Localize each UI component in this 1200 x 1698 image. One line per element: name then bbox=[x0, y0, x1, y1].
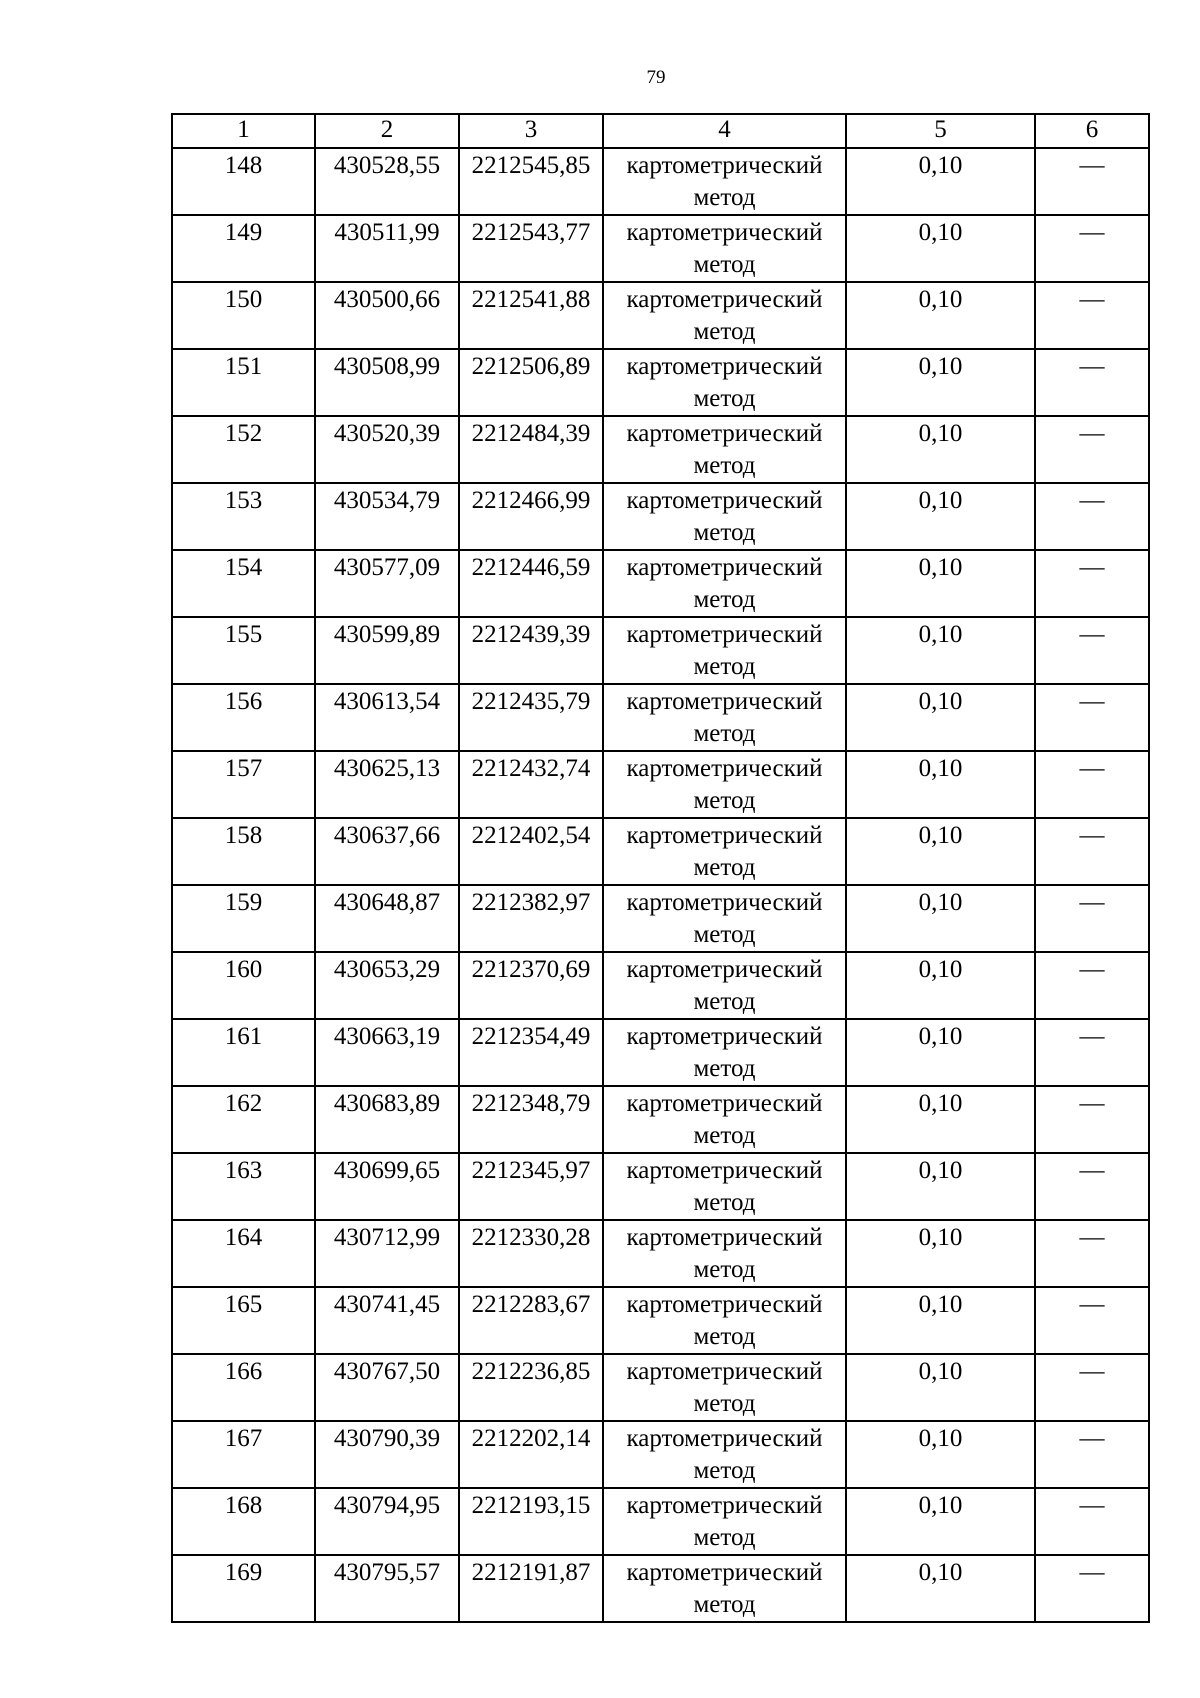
accuracy-cell: 0,10 bbox=[846, 416, 1035, 483]
coordinate-y-cell: 2212484,39 bbox=[459, 416, 603, 483]
accuracy-cell: 0,10 bbox=[846, 282, 1035, 349]
point-number-cell: 154 bbox=[172, 550, 315, 617]
coordinate-x-cell: 430577,09 bbox=[315, 550, 459, 617]
table-row bbox=[172, 751, 1149, 818]
coordinate-y-cell: 2212382,97 bbox=[459, 885, 603, 952]
method-cell: картометрический метод bbox=[603, 282, 846, 349]
note-cell: — bbox=[1035, 416, 1149, 483]
coordinate-y-cell: 2212330,28 bbox=[459, 1220, 603, 1287]
coordinate-x-cell: 430511,99 bbox=[315, 215, 459, 282]
table-row bbox=[172, 1488, 1149, 1555]
accuracy-cell: 0,10 bbox=[846, 617, 1035, 684]
accuracy-cell: 0,10 bbox=[846, 952, 1035, 1019]
table-row bbox=[172, 818, 1149, 885]
point-number-cell: 159 bbox=[172, 885, 315, 952]
method-cell: картометрический метод bbox=[603, 952, 846, 1019]
column-header-1: 1 bbox=[172, 114, 315, 148]
method-cell: картометрический метод bbox=[603, 1220, 846, 1287]
coordinate-y-cell: 2212283,67 bbox=[459, 1287, 603, 1354]
method-cell: картометрический метод bbox=[603, 1488, 846, 1555]
accuracy-cell: 0,10 bbox=[846, 1086, 1035, 1153]
coordinate-y-cell: 2212191,87 bbox=[459, 1555, 603, 1622]
accuracy-cell: 0,10 bbox=[846, 1220, 1035, 1287]
note-cell: — bbox=[1035, 818, 1149, 885]
point-number-cell: 162 bbox=[172, 1086, 315, 1153]
note-cell: — bbox=[1035, 1354, 1149, 1421]
point-number-cell: 165 bbox=[172, 1287, 315, 1354]
point-number-cell: 163 bbox=[172, 1153, 315, 1220]
coordinate-y-cell: 2212541,88 bbox=[459, 282, 603, 349]
point-number-cell: 148 bbox=[172, 148, 315, 215]
method-cell: картометрический метод bbox=[603, 1153, 846, 1220]
table-row bbox=[172, 885, 1149, 952]
coordinate-x-cell: 430741,45 bbox=[315, 1287, 459, 1354]
coordinate-x-cell: 430767,50 bbox=[315, 1354, 459, 1421]
coordinate-y-cell: 2212370,69 bbox=[459, 952, 603, 1019]
coordinate-x-cell: 430795,57 bbox=[315, 1555, 459, 1622]
table-row bbox=[172, 215, 1149, 282]
table-row bbox=[172, 1354, 1149, 1421]
point-number-cell: 150 bbox=[172, 282, 315, 349]
column-header-3: 3 bbox=[459, 114, 603, 148]
note-cell: — bbox=[1035, 483, 1149, 550]
note-cell: — bbox=[1035, 550, 1149, 617]
method-cell: картометрический метод bbox=[603, 1354, 846, 1421]
table-row bbox=[172, 1153, 1149, 1220]
point-number-cell: 151 bbox=[172, 349, 315, 416]
coordinate-y-cell: 2212236,85 bbox=[459, 1354, 603, 1421]
coordinate-x-cell: 430599,89 bbox=[315, 617, 459, 684]
coordinates-table bbox=[171, 113, 1150, 1623]
column-header-6: 6 bbox=[1035, 114, 1149, 148]
coordinate-x-cell: 430794,95 bbox=[315, 1488, 459, 1555]
accuracy-cell: 0,10 bbox=[846, 885, 1035, 952]
point-number-cell: 169 bbox=[172, 1555, 315, 1622]
accuracy-cell: 0,10 bbox=[846, 818, 1035, 885]
note-cell: — bbox=[1035, 1086, 1149, 1153]
note-cell: — bbox=[1035, 1488, 1149, 1555]
coordinate-x-cell: 430613,54 bbox=[315, 684, 459, 751]
method-cell: картометрический метод bbox=[603, 483, 846, 550]
method-cell: картометрический метод bbox=[603, 885, 846, 952]
note-cell: — bbox=[1035, 885, 1149, 952]
table-header bbox=[172, 114, 1149, 148]
method-cell: картометрический метод bbox=[603, 1421, 846, 1488]
method-cell: картометрический метод bbox=[603, 684, 846, 751]
accuracy-cell: 0,10 bbox=[846, 550, 1035, 617]
coordinate-x-cell: 430637,66 bbox=[315, 818, 459, 885]
table-row bbox=[172, 1220, 1149, 1287]
point-number-cell: 158 bbox=[172, 818, 315, 885]
coordinate-x-cell: 430508,99 bbox=[315, 349, 459, 416]
accuracy-cell: 0,10 bbox=[846, 148, 1035, 215]
column-header-4: 4 bbox=[603, 114, 846, 148]
coordinate-y-cell: 2212202,14 bbox=[459, 1421, 603, 1488]
note-cell: — bbox=[1035, 684, 1149, 751]
coordinate-y-cell: 2212543,77 bbox=[459, 215, 603, 282]
point-number-cell: 153 bbox=[172, 483, 315, 550]
coordinate-x-cell: 430790,39 bbox=[315, 1421, 459, 1488]
header-row bbox=[172, 114, 1149, 148]
method-cell: картометрический метод bbox=[603, 550, 846, 617]
accuracy-cell: 0,10 bbox=[846, 1153, 1035, 1220]
method-cell: картометрический метод bbox=[603, 1019, 846, 1086]
table-row bbox=[172, 1019, 1149, 1086]
table-row bbox=[172, 1287, 1149, 1354]
point-number-cell: 152 bbox=[172, 416, 315, 483]
coordinate-y-cell: 2212193,15 bbox=[459, 1488, 603, 1555]
table-row bbox=[172, 550, 1149, 617]
table-row bbox=[172, 416, 1149, 483]
table-row bbox=[172, 684, 1149, 751]
note-cell: — bbox=[1035, 148, 1149, 215]
coordinate-x-cell: 430500,66 bbox=[315, 282, 459, 349]
accuracy-cell: 0,10 bbox=[846, 751, 1035, 818]
note-cell: — bbox=[1035, 617, 1149, 684]
table-row bbox=[172, 1555, 1149, 1622]
coordinate-x-cell: 430663,19 bbox=[315, 1019, 459, 1086]
note-cell: — bbox=[1035, 349, 1149, 416]
table-row bbox=[172, 1421, 1149, 1488]
method-cell: картометрический метод bbox=[603, 215, 846, 282]
coordinate-y-cell: 2212466,99 bbox=[459, 483, 603, 550]
column-header-5: 5 bbox=[846, 114, 1035, 148]
note-cell: — bbox=[1035, 1153, 1149, 1220]
note-cell: — bbox=[1035, 952, 1149, 1019]
note-cell: — bbox=[1035, 1220, 1149, 1287]
method-cell: картометрический метод bbox=[603, 617, 846, 684]
coordinate-y-cell: 2212354,49 bbox=[459, 1019, 603, 1086]
table-row bbox=[172, 617, 1149, 684]
point-number-cell: 167 bbox=[172, 1421, 315, 1488]
note-cell: — bbox=[1035, 215, 1149, 282]
note-cell: — bbox=[1035, 1421, 1149, 1488]
note-cell: — bbox=[1035, 751, 1149, 818]
table-row bbox=[172, 483, 1149, 550]
point-number-cell: 156 bbox=[172, 684, 315, 751]
table-row bbox=[172, 952, 1149, 1019]
method-cell: картометрический метод bbox=[603, 1086, 846, 1153]
accuracy-cell: 0,10 bbox=[846, 1421, 1035, 1488]
method-cell: картометрический метод bbox=[603, 416, 846, 483]
coordinate-x-cell: 430625,13 bbox=[315, 751, 459, 818]
point-number-cell: 161 bbox=[172, 1019, 315, 1086]
note-cell: — bbox=[1035, 1287, 1149, 1354]
point-number-cell: 155 bbox=[172, 617, 315, 684]
point-number-cell: 157 bbox=[172, 751, 315, 818]
coordinate-x-cell: 430528,55 bbox=[315, 148, 459, 215]
point-number-cell: 168 bbox=[172, 1488, 315, 1555]
coordinate-y-cell: 2212446,59 bbox=[459, 550, 603, 617]
accuracy-cell: 0,10 bbox=[846, 1019, 1035, 1086]
coordinate-x-cell: 430712,99 bbox=[315, 1220, 459, 1287]
accuracy-cell: 0,10 bbox=[846, 1287, 1035, 1354]
coordinate-y-cell: 2212439,39 bbox=[459, 617, 603, 684]
column-header-2: 2 bbox=[315, 114, 459, 148]
coordinate-x-cell: 430534,79 bbox=[315, 483, 459, 550]
coordinate-y-cell: 2212345,97 bbox=[459, 1153, 603, 1220]
point-number-cell: 164 bbox=[172, 1220, 315, 1287]
coordinate-x-cell: 430648,87 bbox=[315, 885, 459, 952]
point-number-cell: 166 bbox=[172, 1354, 315, 1421]
accuracy-cell: 0,10 bbox=[846, 483, 1035, 550]
note-cell: — bbox=[1035, 1019, 1149, 1086]
method-cell: картометрический метод bbox=[603, 1287, 846, 1354]
method-cell: картометрический метод bbox=[603, 1555, 846, 1622]
accuracy-cell: 0,10 bbox=[846, 684, 1035, 751]
accuracy-cell: 0,10 bbox=[846, 1488, 1035, 1555]
point-number-cell: 160 bbox=[172, 952, 315, 1019]
table-row bbox=[172, 1086, 1149, 1153]
page-number: 79 bbox=[646, 67, 666, 88]
accuracy-cell: 0,10 bbox=[846, 349, 1035, 416]
method-cell: картометрический метод bbox=[603, 818, 846, 885]
table-row bbox=[172, 282, 1149, 349]
method-cell: картометрический метод bbox=[603, 148, 846, 215]
point-number-cell: 149 bbox=[172, 215, 315, 282]
accuracy-cell: 0,10 bbox=[846, 215, 1035, 282]
table-row bbox=[172, 148, 1149, 215]
coordinate-y-cell: 2212348,79 bbox=[459, 1086, 603, 1153]
note-cell: — bbox=[1035, 1555, 1149, 1622]
table-row bbox=[172, 349, 1149, 416]
coordinate-x-cell: 430683,89 bbox=[315, 1086, 459, 1153]
accuracy-cell: 0,10 bbox=[846, 1354, 1035, 1421]
accuracy-cell: 0,10 bbox=[846, 1555, 1035, 1622]
table-body bbox=[172, 148, 1149, 1622]
coordinate-y-cell: 2212402,54 bbox=[459, 818, 603, 885]
coordinate-x-cell: 430520,39 bbox=[315, 416, 459, 483]
note-cell: — bbox=[1035, 282, 1149, 349]
coordinate-y-cell: 2212545,85 bbox=[459, 148, 603, 215]
coordinate-x-cell: 430699,65 bbox=[315, 1153, 459, 1220]
method-cell: картометрический метод bbox=[603, 751, 846, 818]
coordinate-y-cell: 2212506,89 bbox=[459, 349, 603, 416]
coordinate-x-cell: 430653,29 bbox=[315, 952, 459, 1019]
coordinate-y-cell: 2212435,79 bbox=[459, 684, 603, 751]
coordinate-y-cell: 2212432,74 bbox=[459, 751, 603, 818]
method-cell: картометрический метод bbox=[603, 349, 846, 416]
